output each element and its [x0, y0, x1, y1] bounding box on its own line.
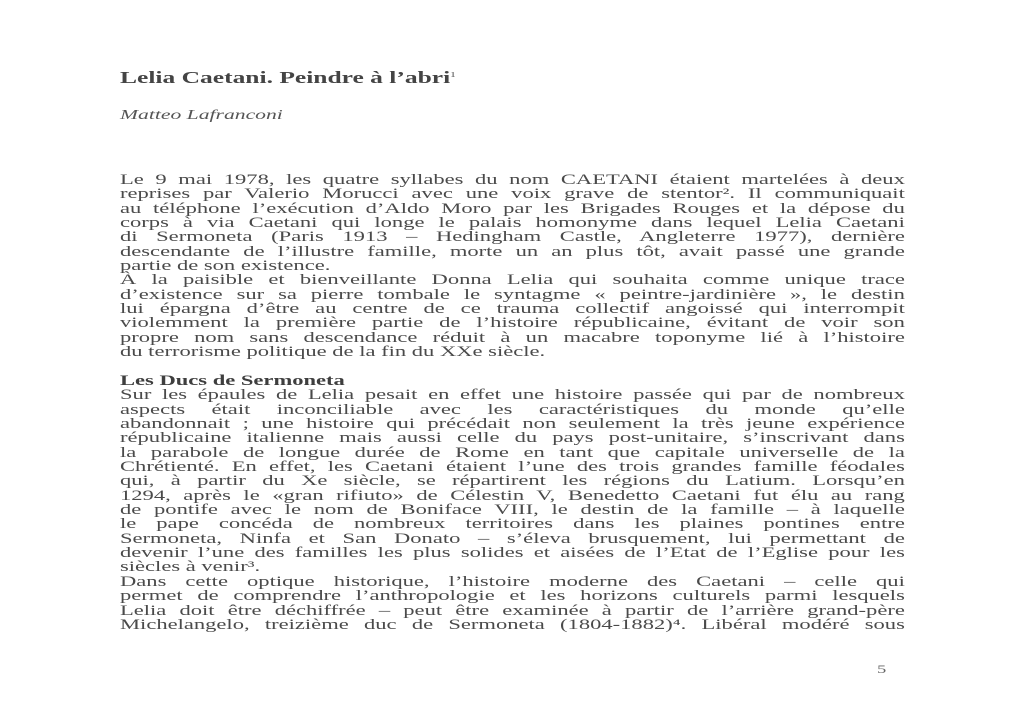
text-line: qui, à partir du Xe siècle, se répartirent les régions du Latium. Lorsqu’en: [120, 473, 905, 490]
text-line: de pontife avec le nom de Boniface VIII, le destin de la famille – à laquelle: [120, 502, 905, 519]
footnote-ref: 1: [450, 71, 456, 79]
text-line: républicaine italienne mais aussi celle du pays post-unitaire, s’inscrivant dans: [120, 430, 905, 447]
text-line: le pape concéda de nombreux territoires dans les plaines pontines entre: [120, 516, 905, 533]
section-heading: Les Ducs de Sermoneta: [120, 373, 345, 389]
text-line: au téléphone l’exécution d’Aldo Moro par les Brigades Rouges et la dépose du: [120, 200, 905, 217]
text-line: devenir l’une des familles les plus solides et aisées de l’Etat de l’Eglise pour les: [120, 545, 905, 562]
text-line: permet de comprendre l’anthropologie et les horizons culturels parmi lesquels: [120, 588, 905, 605]
text-line: du terrorisme politique de la fin du XXe siècle.: [120, 344, 546, 361]
text-line: violemment la première partie de l’histoire républicaine, évitant de voir son: [120, 315, 905, 332]
text-line: descendante de l’illustre famille, morte un an plus tôt, avait passé une grande: [120, 243, 905, 260]
title-text: Lelia Caetani. Peindre à l’abri: [120, 68, 451, 87]
text-line: la parabole de longue durée de Rome en tant que capitale universelle de la: [120, 444, 905, 461]
author-name: Matteo Lafranconi: [120, 108, 283, 123]
text-line: Michelangelo, treizième duc de Sermoneta (1804-1882)⁴. Libéral modéré sous: [120, 616, 905, 633]
text-line: aspects était inconciliable avec les caractéristiques du monde qu’elle: [120, 401, 905, 418]
text-line: lui épargna d’être au centre de ce trauma collectif angoissé qui interrompit: [120, 301, 905, 318]
text-line: Sur les épaules de Lelia pesait en effet une histoire passée qui par de nombreux: [120, 387, 905, 404]
section-ducs-de-sermoneta: [120, 374, 905, 632]
article-title: [120, 68, 456, 88]
text-line: d’existence sur sa pierre tombale le syntagme « peintre-jardinière », le destin: [120, 286, 905, 303]
text-line: Chrétienté. En effet, les Caetani étaient l’une des trois grandes famille féodales: [120, 459, 905, 476]
text-line: À la paisible et bienveillante Donna Lelia qui souhaita comme unique trace: [120, 272, 905, 289]
text-line: siècles à venir³.: [120, 559, 261, 576]
text-line: Lelia doit être déchiffrée – peut être examinée à partir de l’arrière grand-père: [120, 602, 905, 619]
text-line: corps à via Caetani qui longe le palais homonyme dans lequel Lelia Caetani: [120, 215, 905, 232]
text-line: di Sermoneta (Paris 1913 – Hedingham Castle, Angleterre 1977), dernière: [120, 229, 905, 246]
page-number: 5: [877, 662, 887, 676]
text-line: 1294, après le «gran rifiuto» de Célestin V, Benedetto Caetani fut élu au rang: [120, 487, 905, 504]
text-line: Le 9 mai 1978, les quatre syllabes du nom CAETANI étaient martelées à deux: [120, 172, 905, 188]
text-line: propre nom sans descendance réduit à un macabre toponyme lié à l’histoire: [120, 329, 905, 346]
paragraph-intro: [120, 173, 905, 359]
text-line: Dans cette optique historique, l’histoire moderne des Caetani – celle qui: [120, 573, 905, 590]
text-line: Sermoneta, Ninfa et San Donato – s’éleva brusquement, lui permettant de: [120, 530, 905, 547]
text-line: reprises par Valerio Morucci avec une voix grave de stentor². Il communiquait: [120, 186, 905, 203]
text-line: abandonnait ; une histoire qui précédait non seulement la très jeune expérience: [120, 416, 905, 433]
text-line: partie de son existence.: [120, 258, 331, 275]
